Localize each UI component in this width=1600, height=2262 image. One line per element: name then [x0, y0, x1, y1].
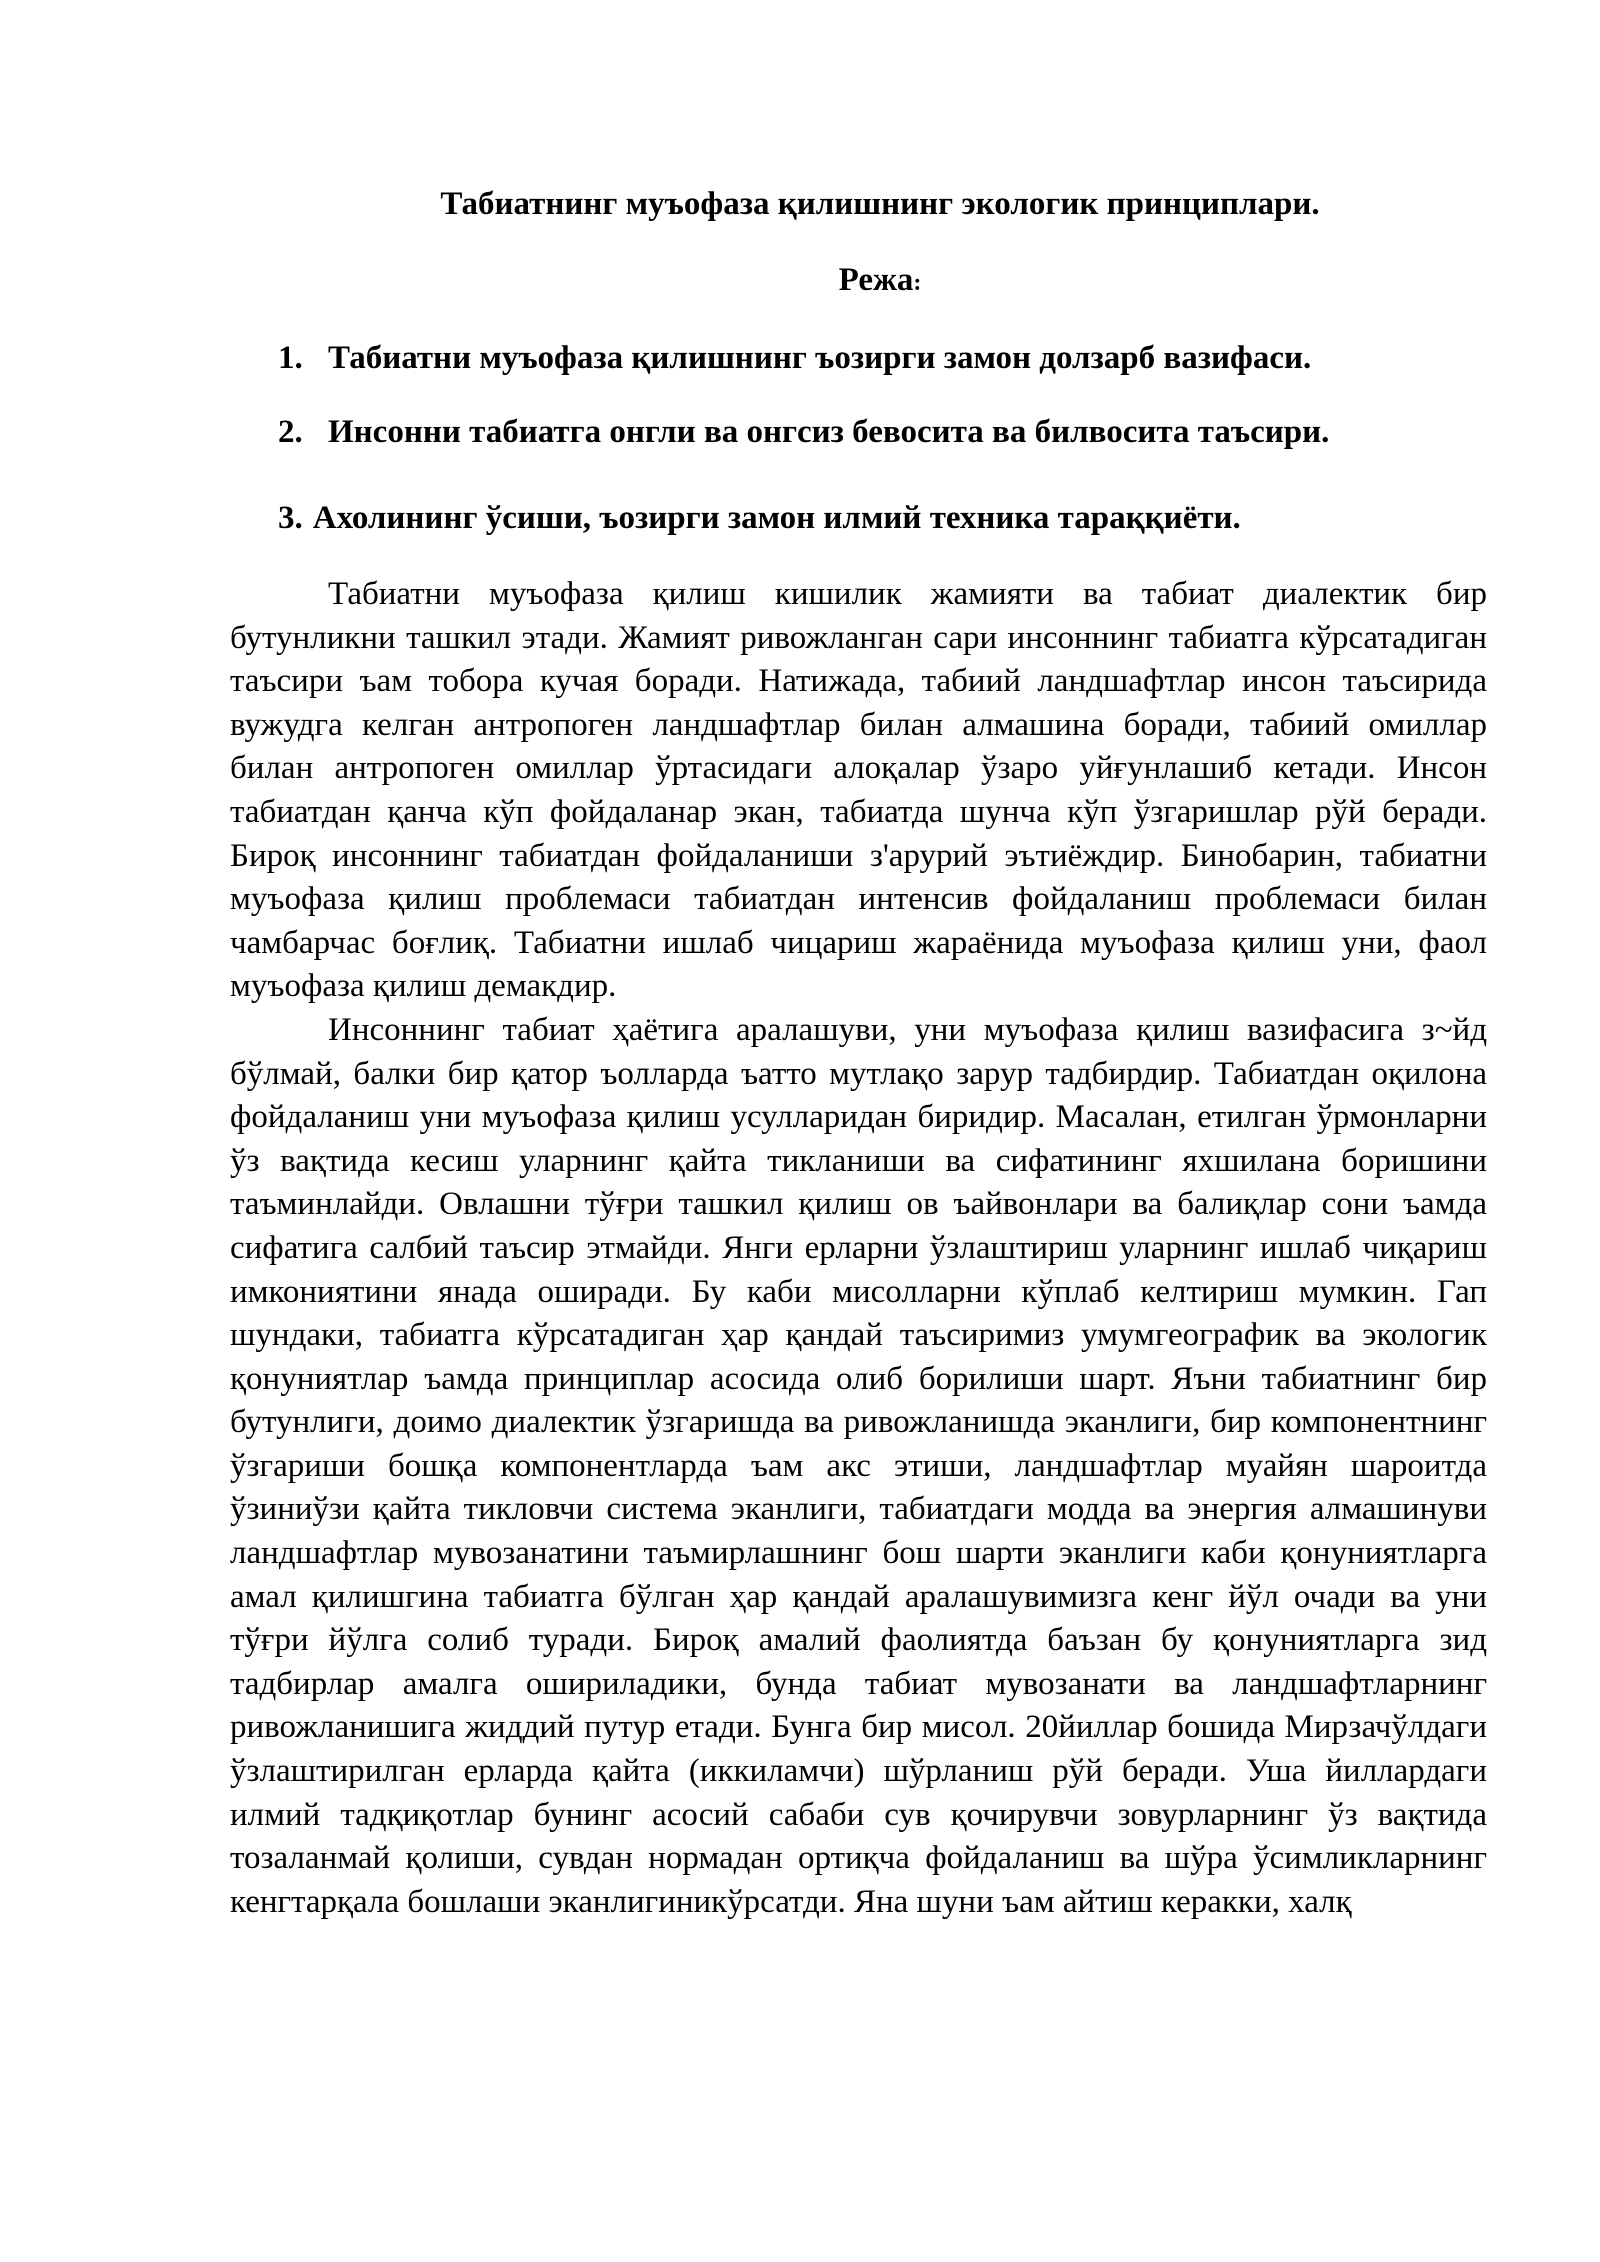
- plan-item: [278, 498, 1538, 538]
- plan-heading-colon: :: [913, 270, 922, 296]
- plan-item: [278, 338, 1538, 378]
- paragraph: Табиатни муъофаза қилиш кишилик жамияти ва табиат диалектик бир бутунликни ташкил этади. Жамият ривожланган сари инсоннинг табиатга кўрсатадиган таъсири ъам тобора кучая боради. Натижада, табиий ландшафтлар инсон таъсирида вужудга келган антропоген ландшафтлар билан алмашина боради, табиий омиллар билан антропоген омиллар ўртасидаги алоқалар ўзаро уйғунлашиб кетади. Инсон табиатдан қанча кўп фойдаланар экан, табиатда шунча кўп ўзгаришлар рўй беради. Бироқ инсоннинг табиатдан фойдаланиши з'арурий эътиёждир. Бинобарин, табиатни муъофаза қилиш проблемаси табиатдан интенсив фойдаланиш проблемаси билан чамбарчас боғлиқ. Табиатни ишлаб чицариш жараёнида муъофаза қилиш уни, фаол муъофаза қилиш демакдир.: [230, 576, 1487, 1005]
- plan-item-number: 2.: [278, 414, 303, 450]
- paragraph: Инсоннинг табиат ҳаётига аралашуви, уни муъофаза қилиш вазифасига з~йд бўлмай, балки бир қатор ъолларда ъатто мутлақо зарур тадбирдир. Табиатдан оқилона фойдаланиш уни муъофаза қилиш усулларидан биридир. Масалан, етилган ўрмонларни ўз вақтида кесиш уларнинг қайта тикланиши ва сифатининг яхшилана боришини таъминлайди. Овлашни тўғри ташкил қилиш ов ъайвонлари ва балиқлар сони ъамда сифатига салбий таъсир этмайди. Янги ерларни ўзлаштириш уларнинг ишлаб чиқариш имкониятини янада оширади. Бу каби мисолларни кўплаб келтириш мумкин. Гап шундаки, табиатга кўрсатадиган ҳар қандай таъсиримиз умумгеографик ва экологик қонуниятлар ъамда принциплар асосида олиб борилиши шарт. Яъни табиатнинг бир бутунлиги, доимо диалектик ўзгаришда ва ривожланишда эканлиги, бир компонентнинг ўзгариши бошқа компонентларда ъам акс этиши, ландшафтлар муайян шароитда ўзиниўзи қайта тикловчи система эканлиги, табиатдаги модда ва энергия алмашинуви ландшафтлар мувозанатини таъмирлашнинг бош шарти эканлиги каби қонуниятларга амал қилишгина табиатга бўлган ҳар қандай аралашувимизга кенг йўл очади ва уни тўғри йўлга солиб туради. Бироқ амалий фаолиятда баъзан бу қонуниятларга зид тадбирлар амалга ошириладики, бунда табиат мувозанати ва ландшафтларнинг ривожланишига жиддий путур етади. Бунга бир мисол. 20йиллар бошида Мирзачўлдаги ўзлаштирилган ерларда қайта (иккиламчи) шўрланиш рўй беради. Уша йиллардаги илмий тадқиқотлар бунинг асосий сабаби сув қочирувчи зовурларнинг ўз вақтида тозаланмай қолиши, сувдан нормадан ортиқча фойдаланиш ва шўра ўсимликларнинг кенгтарқала бошлаши эканлигиникўрсатди. Яна шуни ъам айтиш керакки, халқ: [230, 1011, 1487, 1920]
- plan-heading-label: Режа: [838, 262, 914, 298]
- plan-item-number: 3.: [278, 500, 303, 536]
- document-title: Табиатнинг муъофаза қилишнинг экологик принциплари.: [440, 186, 1320, 222]
- plan-item: [278, 412, 1538, 452]
- plan-heading: [230, 260, 1530, 303]
- plan-item-number: 1.: [278, 340, 303, 376]
- plan-item-text: Инсонни табиатга онгли ва онгсиз бевосита ва билвосита таъсири.: [328, 414, 1330, 450]
- plan-item-text: Ахолининг ўсиши, ъозирги замон илмий техника тараққиёти.: [312, 500, 1241, 536]
- plan-item-text: Табиатни муъофаза қилишнинг ъозирги замон долзарб вазифаси.: [328, 340, 1312, 376]
- body-text: [230, 573, 1487, 1924]
